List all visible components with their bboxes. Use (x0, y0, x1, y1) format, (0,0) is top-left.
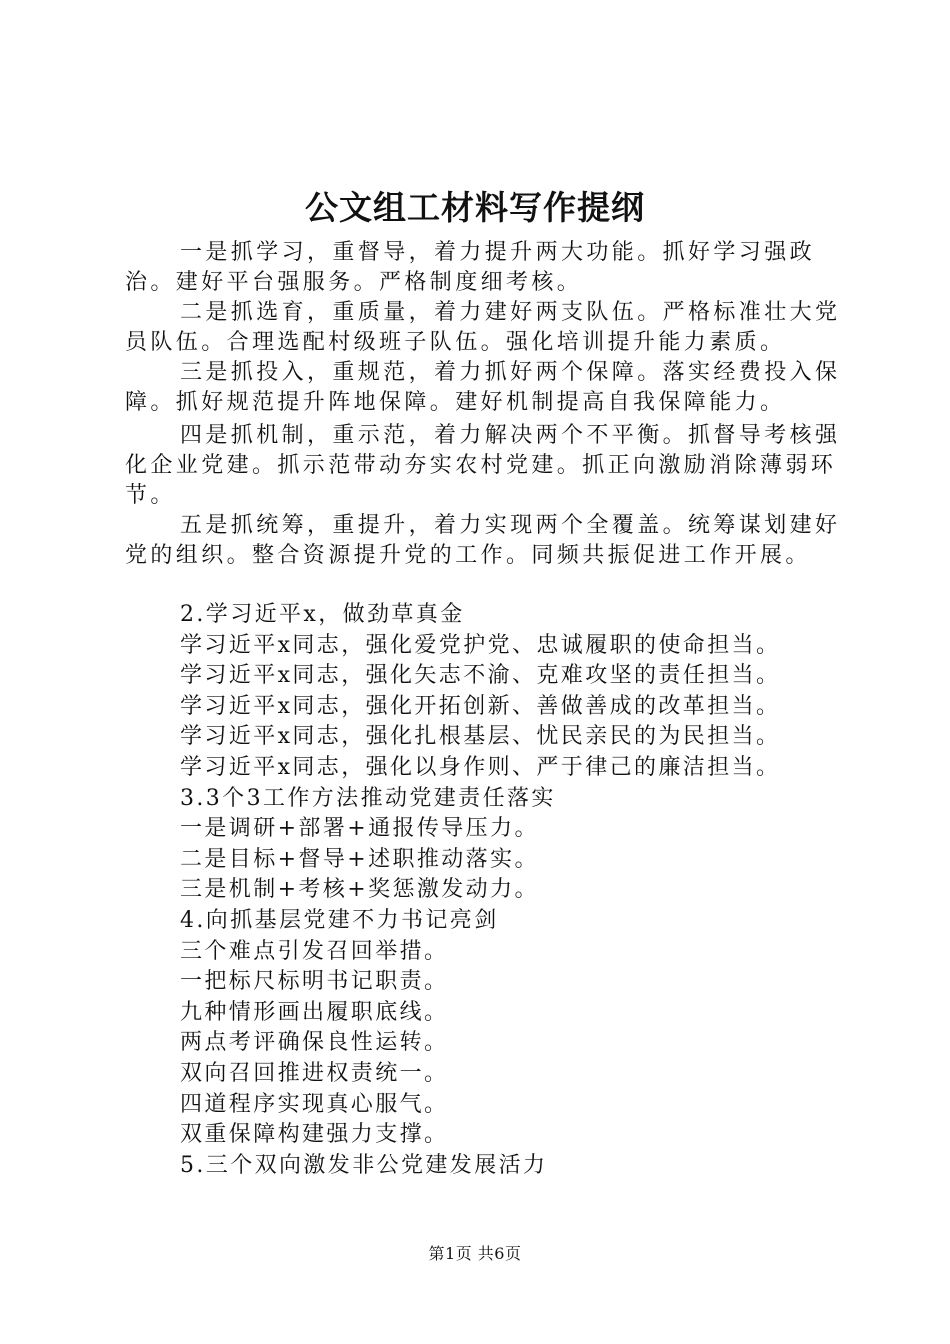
list-item: 学习近平x同志，强化以身作则、严于律己的廉洁担当。 (180, 754, 781, 780)
list-item: 二是目标+督导+述职推动落实。 (180, 846, 539, 872)
list-item: 学习近平x同志，强化开拓创新、善做善成的改革担当。 (180, 693, 781, 719)
list-item: 学习近平x同志，强化矢志不渝、克难攻坚的责任担当。 (180, 663, 781, 689)
paragraph-2: 二是抓选育，重质量，着力建好两支队伍。严格标准壮大党员队伍。合理选配村级班子队伍。强化培训提升能力素质。 (125, 300, 841, 355)
document-title: 公文组工材料写作提纲 (305, 188, 645, 227)
section-heading: 5.三个双向激发非公党建发展活力 (180, 1152, 548, 1178)
list-item: 三个难点引发召回举措。 (180, 938, 449, 964)
list-item: 一把标尺标明书记职责。 (180, 969, 449, 995)
list-item: 学习近平x同志，强化扎根基层、忧民亲民的为民担当。 (180, 724, 781, 750)
list-item: 九种情形画出履职底线。 (180, 999, 449, 1025)
section-heading: 4.向抓基层党建不力书记亮剑 (180, 907, 499, 933)
paragraph-3: 三是抓投入，重规范，着力抓好两个保障。落实经费投入保障。抓好规范提升阵地保障。建好机制提高自我保障能力。 (125, 360, 841, 415)
list-item: 一是调研+部署+通报传导压力。 (180, 816, 539, 842)
list-item: 双向召回推进权责统一。 (180, 1060, 449, 1086)
paragraph-4: 四是抓机制，重示范，着力解决两个不平衡。抓督导考核强化企业党建。抓示范带动夯实农村党建。抓正向激励消除薄弱环节。 (125, 423, 841, 508)
paragraph-5: 五是抓统筹，重提升，着力实现两个全覆盖。统筹谋划建好党的组织。整合资源提升党的工作。同频共振促进工作开展。 (125, 513, 841, 568)
page-footer: 第1页 共6页 (428, 1244, 522, 1263)
list-item: 两点考评确保良性运转。 (180, 1030, 449, 1056)
list-item: 双重保障构建强力支撑。 (180, 1122, 449, 1148)
section-heading: 3.3个3工作方法推动党建责任落实 (180, 785, 556, 811)
section-heading: 2.学习近平x，做劲草真金 (180, 602, 465, 627)
list-item: 学习近平x同志，强化爱党护党、忠诚履职的使命担当。 (180, 632, 781, 658)
list-item: 三是机制+考核+奖惩激发动力。 (180, 877, 539, 903)
paragraph-1: 一是抓学习，重督导，着力提升两大功能。抓好学习强政治。建好平台强服务。严格制度细考核。 (125, 240, 816, 295)
outline-list (180, 600, 880, 1181)
list-item: 四道程序实现真心服气。 (180, 1091, 449, 1117)
